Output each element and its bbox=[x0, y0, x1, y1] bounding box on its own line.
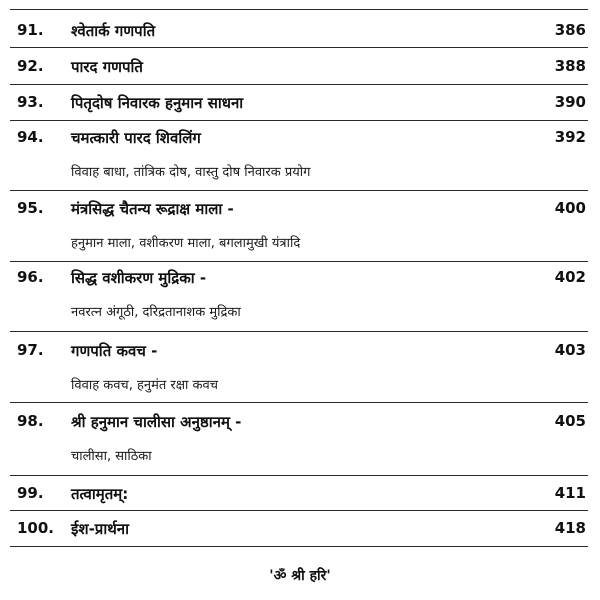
entry-subtitle: हनुमान माला, वशीकरण माला, बगलामुखी यंत्रादि bbox=[71, 236, 301, 251]
divider bbox=[10, 47, 588, 48]
entry-number: 95. bbox=[17, 199, 44, 217]
entry-title: चमत्कारी पारद शिवलिंग bbox=[71, 129, 201, 147]
entry-page-number: 411 bbox=[554, 484, 586, 502]
entry-number: 93. bbox=[17, 93, 44, 111]
divider bbox=[10, 510, 588, 511]
entry-title: ईश-प्रार्थना bbox=[71, 520, 130, 538]
entry-page-number: 418 bbox=[554, 519, 586, 537]
entry-subtitle: नवरत्न अंगूठी, दरिद्रतानाशक मुद्रिका bbox=[71, 305, 241, 320]
entry-page-number: 400 bbox=[554, 199, 586, 217]
entry-page-number: 390 bbox=[554, 93, 586, 111]
divider bbox=[10, 120, 588, 121]
entry-page-number: 392 bbox=[554, 128, 586, 146]
entry-title: सिद्ध वशीकरण मुद्रिका - bbox=[71, 269, 207, 287]
entry-subtitle: चालीसा, साठिका bbox=[71, 449, 152, 464]
divider bbox=[10, 402, 588, 403]
entry-title: मंत्रसिद्ध चैतन्य रूद्राक्ष माला - bbox=[71, 200, 234, 218]
entry-number: 99. bbox=[17, 484, 44, 502]
entry-number: 92. bbox=[17, 57, 44, 75]
entry-number: 94. bbox=[17, 128, 44, 146]
entry-page-number: 388 bbox=[554, 57, 586, 75]
entry-title: श्री हनुमान चालीसा अनुष्ठानम् - bbox=[71, 413, 242, 431]
entry-number: 100. bbox=[17, 519, 55, 537]
entry-number: 98. bbox=[17, 412, 44, 430]
divider bbox=[10, 9, 588, 10]
entry-title: पारद गणपति bbox=[71, 58, 143, 76]
divider bbox=[10, 190, 588, 191]
divider bbox=[10, 84, 588, 85]
entry-subtitle: विवाह बाधा, तांत्रिक दोष, वास्तु दोष निवारक प्रयोग bbox=[71, 165, 311, 180]
entry-subtitle: विवाह कवच, हनुमंत रक्षा कवच bbox=[71, 378, 218, 393]
entry-title: गणपति कवच - bbox=[71, 342, 158, 360]
entry-number: 96. bbox=[17, 268, 44, 286]
divider bbox=[10, 546, 588, 547]
entry-page-number: 402 bbox=[554, 268, 586, 286]
footer-invocation: 'ॐ श्री हरि' bbox=[269, 568, 331, 584]
entry-page-number: 386 bbox=[554, 21, 586, 39]
entry-title: पितृदोष निवारक हनुमान साधना bbox=[71, 94, 244, 112]
divider bbox=[10, 331, 588, 332]
divider bbox=[10, 475, 588, 476]
divider bbox=[10, 261, 588, 262]
entry-page-number: 403 bbox=[554, 341, 586, 359]
entry-number: 91. bbox=[17, 21, 44, 39]
entry-title: श्वेतार्क गणपति bbox=[71, 22, 156, 40]
entry-page-number: 405 bbox=[554, 412, 586, 430]
entry-title: तत्वामृतम्: bbox=[71, 485, 129, 503]
entry-number: 97. bbox=[17, 341, 44, 359]
